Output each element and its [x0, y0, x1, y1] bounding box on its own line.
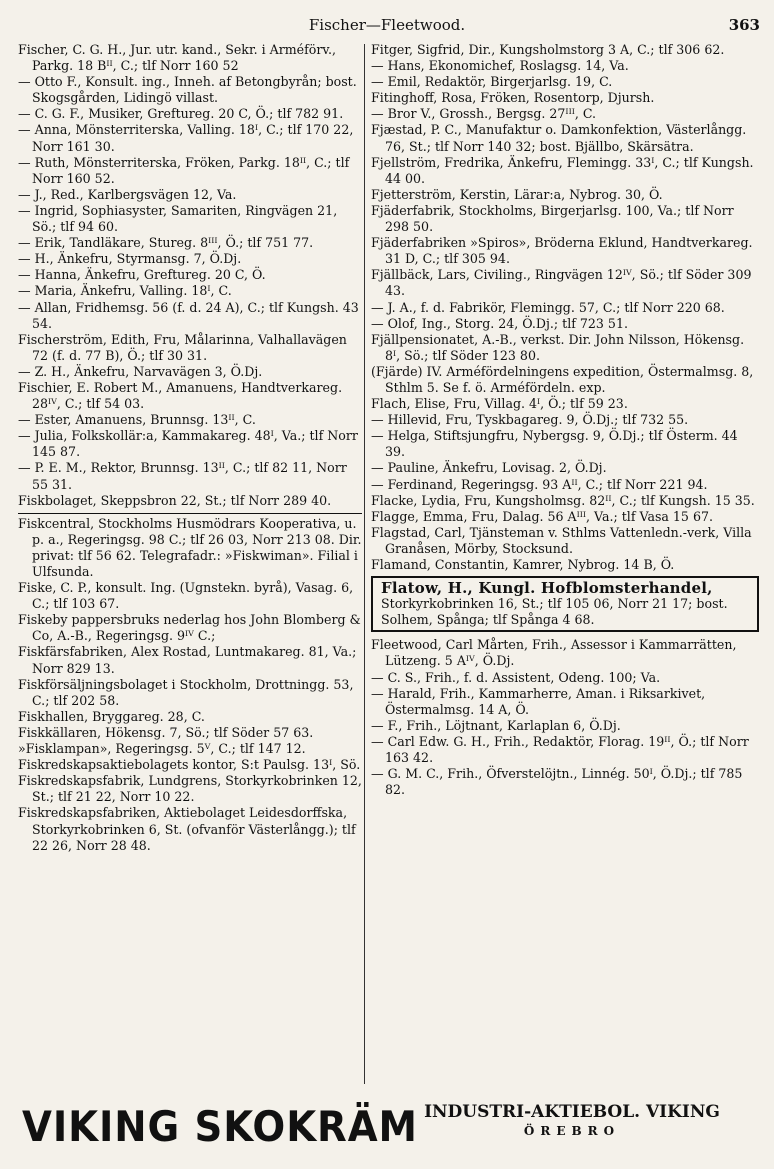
directory-entry: (Fjärde) IV. Arméfördelningens expedition, Östermalmsg. 8, Sthlm 5. Se f. ö. Arméfördeln. exp. — [371, 363, 754, 395]
directory-entry: — J., Red., Karlbergsvägen 12, Va. — [18, 186, 237, 202]
directory-entry: — Carl Edw. G. H., Frih., Redaktör, Florag. 19ᴵᴵ, Ö.; tlf Norr 163 42. — [371, 733, 749, 766]
directory-entry: — Allan, Fridhemsg. 56 (f. d. 24 A), C.; tlf Kungsh. 43 54. — [18, 299, 359, 331]
directory-entry: Fiskredskapsfabrik, Lundgrens, Storkyrkobrinken 12, St.; tlf 21 22, Norr 10 22. — [18, 773, 362, 805]
directory-entry: Flagge, Emma, Fru, Dalag. 56 Aᴵᴵᴵ, Va.; tlf Vasa 15 67. — [371, 508, 713, 524]
directory-entry: — Z. H., Änkefru, Narvavägen 3, Ö.Dj. — [18, 363, 263, 379]
directory-entry: Fiskhallen, Bryggareg. 28, C. — [18, 708, 205, 724]
page-header — [0, 16, 774, 38]
page-number: 363 — [728, 16, 760, 34]
directory-entry: »Fisklampan», Regeringsg. 5ⱽ, C.; tlf 147 12. — [18, 741, 306, 757]
directory-entry: Fiskredskapsaktiebolagets kontor, S:t Paulsg. 13ᴵ, Sö. — [18, 757, 361, 773]
directory-entry: Fischer, C. G. H., Jur. utr. kand., Sekr. i Arméförv., Parkg. 18 Bᴵᴵ, C.; tlf Norr 160 52 — [18, 42, 337, 74]
directory-entry-boxed: Fiskcentral, Stockholms Husmödrars Kooperativa, u. p. a., Regeringsg. 98 C.; tlf 26 03, Norr 213 08. Dir. privat: tlf 56 62. Telegrafadr.: »Fiskwiman». Filial i Ulfsunda. — [18, 513, 362, 580]
directory-entry: — C. S., Frih., f. d. Assistent, Odeng. 100; Va. — [371, 669, 661, 685]
directory-entry: Flacke, Lydia, Fru, Kungsholmsg. 82ᴵᴵ, C.; tlf Kungsh. 15 35. — [371, 492, 755, 508]
flatow-advertisement — [371, 576, 759, 632]
viking-company-ad — [387, 1102, 757, 1138]
directory-entry: Fjäderfabriken »Spiros», Bröderna Eklund, Handtverkareg. 31 D, C.; tlf 305 94. — [371, 235, 753, 267]
directory-entry: — Pauline, Änkefru, Lovisag. 2, Ö.Dj. — [371, 460, 607, 476]
directory-entry: — F., Frih., Löjtnant, Karlaplan 6, Ö.Dj. — [371, 717, 621, 733]
directory-entry: — J. A., f. d. Fabrikör, Flemingg. 57, C.; tlf Norr 220 68. — [371, 299, 725, 315]
directory-entry: — Harald, Frih., Kammarherre, Aman. i Riksarkivet, Östermalmsg. 14 A, Ö. — [371, 685, 706, 717]
directory-entry: — Bror V., Grossh., Bergsg. 27ᴵᴵᴵ, C. — [371, 106, 597, 122]
directory-entry: Fiske, C. P., konsult. Ing. (Ugnstekn. byrå), Vasag. 6, C.; tlf 103 67. — [18, 580, 354, 612]
directory-entry: Fjæstad, P. C., Manufaktur o. Damkonfektion, Västerlångg. 76, St.; tlf Norr 140 32; bost. Bjällbo, Skärsätra. — [371, 122, 747, 154]
company-name: INDUSTRI-AKTIEBOL. VIKING — [424, 1102, 720, 1122]
directory-entry: — Ester, Amanuens, Brunnsg. 13ᴵᴵ, C. — [18, 412, 256, 428]
company-city: ÖREBRO — [523, 1124, 621, 1138]
directory-entry: — Maria, Änkefru, Valling. 18ᴵ, C. — [18, 283, 232, 299]
directory-entry: — Ruth, Mönsterriterska, Fröken, Parkg. 18ᴵᴵ, C.; tlf Norr 160 52. — [18, 154, 350, 186]
directory-entry: Fjäderfabrik, Stockholms, Birgerjarlsg. 100, Va.; tlf Norr 298 50. — [371, 202, 734, 235]
directory-entry: Fjellström, Fredrika, Änkefru, Flemingg. 33ᴵ, C.; tlf Kungsh. 44 00. — [371, 154, 754, 186]
directory-entry: — Anna, Mönsterriterska, Valling. 18ᴵ, C.; tlf 170 22, Norr 161 30. — [18, 122, 354, 154]
left-column — [18, 42, 362, 854]
directory-entry: Fiskredskapsfabriken, Aktiebolaget Leidesdorffska, Storkyrkobrinken 6, St. (ofvanför Västerlångg.); tlf 22 26, Norr 28 48. — [18, 805, 356, 853]
directory-entry: — G. M. C., Frih., Öfverstelöjtn., Linnég. 50ᴵ, Ö.Dj.; tlf 785 82. — [371, 766, 743, 798]
directory-entry: Fiskförsäljningsbolaget i Stockholm, Drottningg. 53, C.; tlf 202 58. — [18, 676, 354, 708]
directory-entry: Fischier, E. Robert M., Amanuens, Handtverkareg. 28ᴵⱽ, C.; tlf 54 03. — [18, 379, 343, 412]
directory-entry: Fitinghoff, Rosa, Fröken, Rosentorp, Djursh. — [371, 90, 655, 106]
directory-entry: — Emil, Redaktör, Birgerjarlsg. 19, C. — [371, 74, 613, 90]
directory-entry: — Hillevid, Fru, Tyskbagareg. 9, Ö.Dj.; tlf 732 55. — [371, 412, 689, 428]
directory-entry: Fiskfärsfabriken, Alex Rostad, Luntmakareg. 81, Va.; Norr 829 13. — [18, 644, 357, 676]
directory-entry: — Hans, Ekonomichef, Roslagsg. 14, Va. — [371, 58, 629, 74]
directory-entry: Fiskeby pappersbruks nederlag hos John Blomberg & Co, A.-B., Regeringsg. 9ᴵⱽ C.; — [18, 612, 361, 644]
ad-headline: Flatow, H., Kungl. Hofblomsterhandel, — [381, 579, 713, 598]
directory-entry: — Helga, Stiftsjungfru, Nybergsg. 9, Ö.Dj.; tlf Österm. 44 39. — [371, 428, 738, 460]
directory-entry: Fjällbäck, Lars, Civiling., Ringvägen 12ᴵⱽ, Sö.; tlf Söder 309 43. — [371, 267, 752, 299]
directory-entry: — Hanna, Änkefru, Greftureg. 20 C, Ö. — [18, 267, 266, 283]
directory-entry: Flach, Elise, Fru, Villag. 4ᴵ, Ö.; tlf 59 23. — [371, 396, 628, 412]
directory-entry: Fleetwood, Carl Mårten, Frih., Assessor i Kammarrätten, Lützeng. 5 Aᴵⱽ, Ö.Dj. — [371, 637, 737, 669]
right-column — [371, 42, 759, 798]
directory-entry: Fischerström, Edith, Fru, Målarinna, Valhallavägen 72 (f. d. 77 B), Ö.; tlf 30 31. — [18, 331, 347, 363]
directory-entry: — C. G. F., Musiker, Greftureg. 20 C, Ö.; tlf 782 91. — [18, 106, 344, 122]
directory-entry: — H., Änkefru, Styrmansg. 7, Ö.Dj. — [18, 251, 242, 267]
directory-entry: — Ingrid, Sophiasyster, Samariten, Ringvägen 21, Sö.; tlf 94 60. — [18, 202, 338, 235]
directory-entry: — Erik, Tandläkare, Stureg. 8ᴵᴵᴵ, Ö.; tlf 751 77. — [18, 235, 314, 251]
directory-entry: Fitger, Sigfrid, Dir., Kungsholmstorg 3 A, C.; tlf 306 62. — [371, 42, 725, 57]
directory-entry: — Julia, Folkskollär:a, Kammakareg. 48ᴵ, Va.; tlf Norr 145 87. — [18, 428, 358, 460]
ad-body: Storkyrkobrinken 16, St.; tlf 105 06, Norr 21 17; bost. Solhem, Spånga; tlf Spånga 4 68. — [381, 596, 728, 628]
directory-entry: Fiskkällaren, Hökensg. 7, Sö.; tlf Söder 57 63. — [18, 724, 314, 740]
directory-entry: Flagstad, Carl, Tjänsteman v. Sthlms Vattenledn.-verk, Villa Granåsen, Mörby, Stocksund. — [371, 524, 752, 556]
directory-entry: Fiskbolaget, Skeppsbron 22, St.; tlf Norr 289 40. — [18, 492, 332, 508]
running-title: Fischer—Fleetwood. — [308, 16, 466, 34]
directory-entry: Fjällpensionatet, A.-B., verkst. Dir. John Nilsson, Hökensg. 8ᴵ, Sö.; tlf Söder 123 80. — [371, 331, 745, 363]
directory-entry: Fjetterström, Kerstin, Lärar:a, Nybrog. 30, Ö. — [371, 186, 663, 202]
directory-entry: — Ferdinand, Regeringsg. 93 Aᴵᴵ, C.; tlf Norr 221 94. — [371, 476, 708, 492]
viking-skokram-ad: VIKING SKOKRÄM — [22, 1102, 418, 1151]
directory-entry: — Olof, Ing., Storg. 24, Ö.Dj.; tlf 723 51. — [371, 315, 628, 331]
directory-entry: — P. E. M., Rektor, Brunnsg. 13ᴵᴵ, C.; tlf 82 11, Norr 55 31. — [18, 460, 347, 492]
column-divider — [364, 44, 365, 1084]
directory-entry: — Otto F., Konsult. ing., Inneh. af Betongbyrån; bost. Skogsgården, Lidingö villast. — [18, 74, 357, 106]
directory-entry: Flamand, Constantin, Kamrer, Nybrog. 14 B, Ö. — [371, 557, 675, 572]
